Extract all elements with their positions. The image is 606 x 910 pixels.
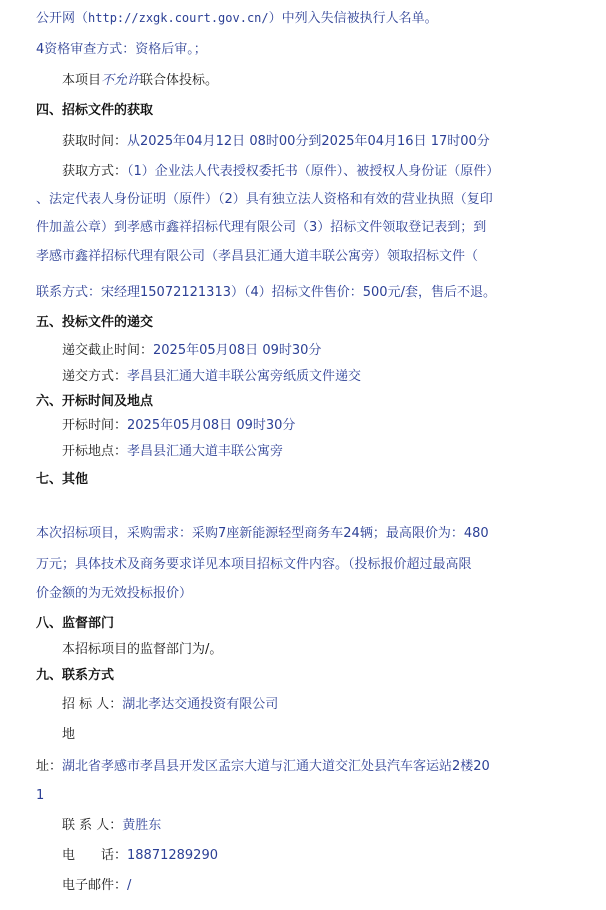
submit-method-value: 孝昌县汇通大道丰联公寓旁纸质文件递交	[127, 369, 362, 384]
tenderer-label: 招 标 人：	[62, 697, 123, 712]
obtain-method-text: 件加盖公章）到孝感市鑫祥招标代理有限公司（3）招标文件领取登记表到；到	[36, 220, 487, 235]
section-6-heading: 六、开标时间及地点	[36, 394, 154, 409]
bid-opening-time-value: 2025年05月08日 09时30分	[127, 418, 296, 433]
section-4-heading: 四、招标文件的获取	[36, 103, 154, 118]
other-text: 价金额的为无效投标报价）	[36, 586, 193, 601]
other-text: 本次招标项目，采购需求：采购7座新能源轻型商务车24辆；最高限价为：480	[36, 526, 489, 541]
address-value: 1	[36, 788, 45, 803]
obtain-time-label: 获取时间：	[62, 134, 128, 149]
submit-deadline-value: 2025年05月08日 09时30分	[153, 343, 322, 358]
obtain-method-label: 获取方式：	[62, 164, 128, 179]
submit-method	[62, 367, 606, 387]
intro-text: 本项目	[62, 73, 102, 88]
intro-line-3	[62, 71, 606, 91]
obtain-method-text: 、法定代表人身份证明（原件）（2）具有独立法人资格和有效的营业执照（复印	[36, 192, 493, 207]
submit-deadline	[62, 341, 606, 361]
submit-method-label: 递交方式：	[62, 369, 128, 384]
bid-opening-time	[62, 416, 606, 436]
court-url: http://zxgk.court.gov.cn/	[88, 11, 269, 25]
obtain-time-value: 从2025年04月12日 08时00分到2025年04月16日 17时00分	[127, 134, 490, 149]
tenderer-value: 湖北孝达交通投资有限公司	[122, 697, 279, 712]
email-value: /	[127, 878, 132, 893]
section-9-heading: 九、联系方式	[36, 668, 115, 683]
address-label: 地	[62, 727, 76, 742]
intro-line-1	[36, 8, 606, 29]
contact-label: 联 系 人：	[62, 818, 123, 833]
obtain-method	[62, 162, 606, 182]
tenderer	[62, 695, 606, 715]
intro-text: 公开网（	[36, 11, 89, 26]
submit-deadline-label: 递交截止时间：	[62, 343, 154, 358]
intro-line-2: 4资格审查方式：资格后审。；	[36, 42, 207, 57]
obtain-method-text: （1）企业法人代表授权委托书（原件）、被授权人身份证（原件）	[127, 164, 500, 179]
address-label: 址：	[36, 759, 63, 774]
intro-text: 联合体投标。	[140, 73, 219, 88]
address-value: 湖北省孝感市孝昌县开发区孟宗大道与汇通大道交汇处县汽车客运站2楼20	[62, 759, 490, 774]
bid-opening-place-label: 开标地点：	[62, 444, 128, 459]
bid-opening-time-label: 开标时间：	[62, 418, 128, 433]
email	[62, 876, 606, 896]
consortium-not-allowed: 不允许	[101, 73, 141, 88]
phone-label: 电 话：	[62, 848, 128, 863]
bid-opening-place	[62, 442, 606, 462]
section-8-heading: 八、监督部门	[36, 616, 115, 631]
intro-text: ）中列入失信被执行人名单。	[268, 11, 438, 26]
obtain-method-text: 孝感市鑫祥招标代理有限公司（孝昌县汇通大道丰联公寓旁）领取招标文件（	[36, 249, 479, 264]
phone-value: 18871289290	[127, 848, 218, 863]
phone	[62, 846, 606, 866]
obtain-time	[62, 132, 606, 152]
section-7-heading: 七、其他	[36, 472, 89, 487]
obtain-method-text: 联系方式：宋经理15072121313）（4）招标文件售价：500元/套，售后不退。	[36, 285, 496, 300]
section-5-heading: 五、投标文件的递交	[36, 315, 154, 330]
email-label: 电子邮件：	[62, 878, 128, 893]
other-text: 万元；具体技术及商务要求详见本项目招标文件内容。（投标报价超过最高限	[36, 557, 472, 572]
contact-person	[62, 816, 606, 836]
contact-value: 黄胜东	[122, 818, 162, 833]
supervision-text: 本招标项目的监督部门为/。	[62, 642, 223, 657]
address	[36, 757, 606, 777]
bid-opening-place-value: 孝昌县汇通大道丰联公寓旁	[127, 444, 284, 459]
